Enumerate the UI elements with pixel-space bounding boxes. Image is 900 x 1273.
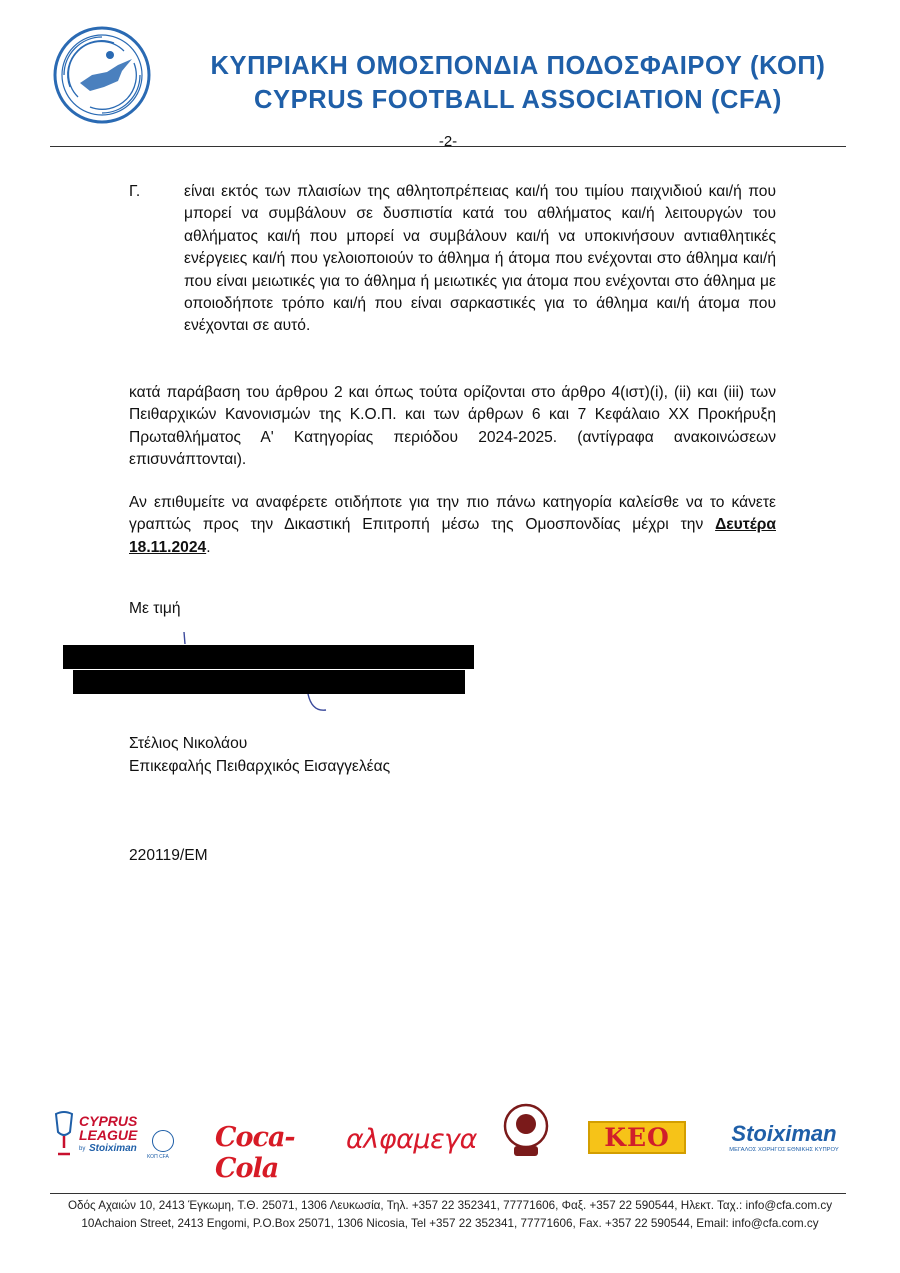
footer-divider xyxy=(50,1193,846,1194)
closing-salutation: Με τιμή xyxy=(129,600,181,617)
league-line1: CYPRUS xyxy=(79,1113,138,1129)
league-by: by xyxy=(79,1146,86,1152)
cfa-badge-icon xyxy=(152,1130,174,1152)
footer-address-english: 10Achaion Street, 2413 Engomi, P.O.Box 25071, 1306 Nicosia, Tel +357 22 352341, 77771606, Fax. +357 22 590544, Email: info@cfa.com.cy xyxy=(81,1217,819,1230)
footer-address-greek: Οδός Αχαιών 10, 2413 Έγκωμη, Τ.Θ. 25071, 1306 Λευκωσία, Τηλ. +357 22 352341, 77771606, Φαξ. +357 22 590544, Ηλεκτ. Ταχ.: info@cfa.com.cy xyxy=(67,1199,833,1212)
reference-number: 220119/EM xyxy=(129,847,208,864)
league-badge-text: ΚΟΠ CFA xyxy=(147,1154,169,1160)
org-name-english: CYPRUS FOOTBALL ASSOCIATION (CFA) xyxy=(254,86,782,114)
signer-name: Στέλιος Νικολάου xyxy=(129,735,248,752)
cfa-logo xyxy=(52,25,152,125)
org-name-greek: ΚΥΠΡΙΑΚΗ ΟΜΟΣΠΟΝΔΙΑ ΠΟΔΟΣΦΑΙΡΟΥ (ΚΟΠ) xyxy=(210,52,826,80)
trophy-icon xyxy=(52,1110,76,1162)
page-number: -2- xyxy=(438,133,458,150)
alphamega-logo: αλφαμεγα xyxy=(346,1124,477,1155)
redaction-bar xyxy=(73,670,465,694)
item-text: είναι εκτός των πλαισίων της αθλητοπρέπειας και/ή του τιμίου παιχνιδιού και/ή που μπορεί να συμβάλουν σε δυσπιστία κατά του αθλήματος και/ή λειτουργών του αθλήματος και/ή που μπορεί να συμβάλουν και/ή να υποκινήσουν αντιαθλητικές ενέργειες και/ή που γελοιοποιούν το άθλημα ή άτομα που ενέχονται στο άθλημα και/ή που είναι μειωτικές για το άθλημα ή μειωτικές για άτομα που ενέχονται στο άθλημα με οποιοδήποτε τρόπο και/ή που είναι σαρκαστικές για το άθλημα και/ή άτομα που ενέχονται σε αυτό. xyxy=(184,183,776,335)
paragraph-deadline-end: . xyxy=(206,538,211,556)
coca-cola-logo: Coca-Cola xyxy=(215,1122,295,1184)
item-label: Γ. xyxy=(129,183,141,200)
paragraph-deadline-text: Αν επιθυμείτε να αναφέρετε οτιδήποτε για την πιο πάνω κατηγορία καλείσθε να το κάνετε γραπτώς προς την Δικαστική Επιτροπή μέσω της Ομοσπονδίας μέχρι την xyxy=(129,494,776,534)
stoiximan-name: Stoiximan xyxy=(731,1121,837,1146)
stoiximan-logo xyxy=(728,1122,840,1158)
cyprus-league-logo xyxy=(52,1110,180,1166)
redaction-bar xyxy=(63,645,474,669)
deadline-date: Δευτέρα 18.11.2024 xyxy=(129,516,776,556)
keo-text: KEO xyxy=(604,1123,670,1152)
signer-title: Επικεφαλής Πειθαρχικός Εισαγγελέας xyxy=(129,758,391,775)
league-sponsor: Stoiximan xyxy=(89,1143,137,1154)
stoiximan-tagline: ΜΕΓΑΛΟΣ ΧΟΡΗΓΟΣ ΕΘΝΙΚΗΣ ΚΥΠΡΟΥ xyxy=(729,1147,839,1153)
mikel-coffee-logo xyxy=(502,1102,550,1160)
paragraph-violation: κατά παράβαση του άρθρου 2 και όπως τούτα ορίζονται στο άρθρο 4(ιστ)(i), (ii) και (iii) των Πειθαρχικών Κανονισμών της Κ.Ο.Π. και των άρθρων 6 και 7 Κεφάλαιο XX Προκήρυξη Πρωταθλήματος Α' Κατηγορίας περιόδου 2024-2025. (αντίγραφα ανακοινώσεων επισυνάπτονται). xyxy=(129,384,776,469)
league-line2: LEAGUE xyxy=(79,1127,138,1143)
keo-logo xyxy=(588,1121,686,1154)
paragraph-deadline xyxy=(129,492,776,559)
